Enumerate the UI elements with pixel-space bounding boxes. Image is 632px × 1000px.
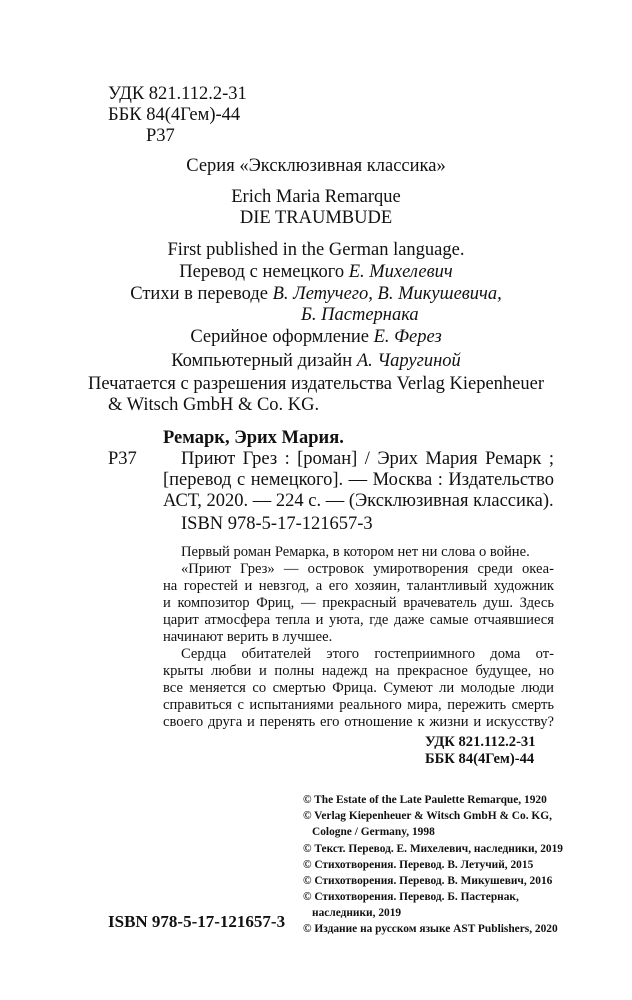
copyright-line: © Стихотворения. Перевод. Б. Пастернак, [303,891,519,903]
series-title: Серия «Эксклюзивная классика» [186,156,446,176]
original-title: DIE TRAUMBUDE [239,208,393,228]
poems-translators: В. Летучего, В. Микушевича, [272,284,502,304]
original-author: Erich Maria Remarque [231,187,401,207]
bbk-code: ББК 84(4Гем)-44 [108,105,241,125]
annotation-line: справиться с испытаниями реального мира, пережить смерть [163,697,554,713]
annotation-line: Сердца обитателей этого гостеприимного дома от- [181,646,554,662]
copyright-line: Cologne / Germany, 1998 [312,826,435,838]
copyright-line: © The Estate of the Late Paulette Remarque, 1920 [303,794,547,806]
catalog-isbn: ISBN 978-5-17-121657-3 [181,514,373,534]
computer-designer-name: А. Чаругиной [356,351,461,371]
copyright-line: © Издание на русском языке AST Publishers, 2020 [303,923,558,935]
catalog-line-3: АСТ, 2020. — 224 с. — (Эксклюзивная классика). [163,491,554,511]
catalog-line-1: Приют Грез : [роман] / Эрих Мария Ремарк ; [181,449,554,469]
series-designer-name: Е. Ферез [373,327,442,347]
copyright-line: © Стихотворения. Перевод. В. Микушевич, 2016 [303,875,553,887]
annotation-line: Первый роман Ремарка, в котором нет ни слова о войне. [181,544,530,560]
annotation-line: царит атмосфера тепла и уюта, где даже самые отчаявшиеся [163,612,554,628]
catalog-heading: Ремарк, Эрих Мария. [163,428,344,448]
bottom-isbn: ISBN 978-5-17-121657-3 [108,912,286,931]
computer-design-credit [0,350,632,372]
catalog-mark: Р37 [108,449,137,469]
translation-credit [0,261,632,283]
translator-name: Е. Михелевич [348,262,453,282]
copyright-line: © Текст. Перевод. Е. Михелевич, наследники, 2019 [303,843,564,855]
permission-line-2: & Witsch GmbH & Co. KG. [108,395,320,415]
computer-design-label: Компьютерный дизайн [171,351,353,371]
poems-translator-pasternak: Б. Пастернака [301,305,419,325]
first-published: First published in the German language. [167,240,465,260]
author-mark: Р37 [146,126,175,146]
annotation-line: «Приют Грез» — островок умиротворения среди океа- [181,561,554,577]
copyright-line: © Verlag Kiepenheuer & Witsch GmbH & Co. KG, [303,810,552,822]
catalog-line-2: [перевод с немецкого]. — Москва : Издательство [163,470,554,490]
annotation-line: все меняется со смертью Фрица. Сумеют ли молодые люди [163,680,554,696]
udk-code: УДК 821.112.2-31 [108,84,247,104]
series-design-label: Серийное оформление [190,327,369,347]
annotation-line: на горестей и невзгод, а его хозяин, талантливый художник [163,578,554,594]
series-design-credit [0,326,632,348]
poems-translators-cont [301,304,419,326]
annotation-line: крыты любви и полны надежд на прекрасное будущее, но [163,663,554,679]
annotation-line: своего друга и перенять его отношение к жизни и искусству? [163,714,554,730]
permission-line-1: Печатается с разрешения издательства Verlag Kiepenheuer [87,374,544,394]
annotation-udk: УДК 821.112.2-31 [425,734,536,750]
poems-label: Стихи в переводе [130,284,268,304]
translation-label: Перевод с немецкого [179,262,345,282]
poems-credit [0,283,632,305]
annotation-line: и композитор Фриц, — прекрасный врачеватель душ. Здесь [163,595,554,611]
annotation-bbk: ББК 84(4Гем)-44 [425,751,535,767]
annotation-line: начинают верить в лучшее. [163,629,333,645]
copyright-line: наследники, 2019 [312,907,402,919]
copyright-line: © Стихотворения. Перевод. В. Летучий, 2015 [303,859,534,871]
